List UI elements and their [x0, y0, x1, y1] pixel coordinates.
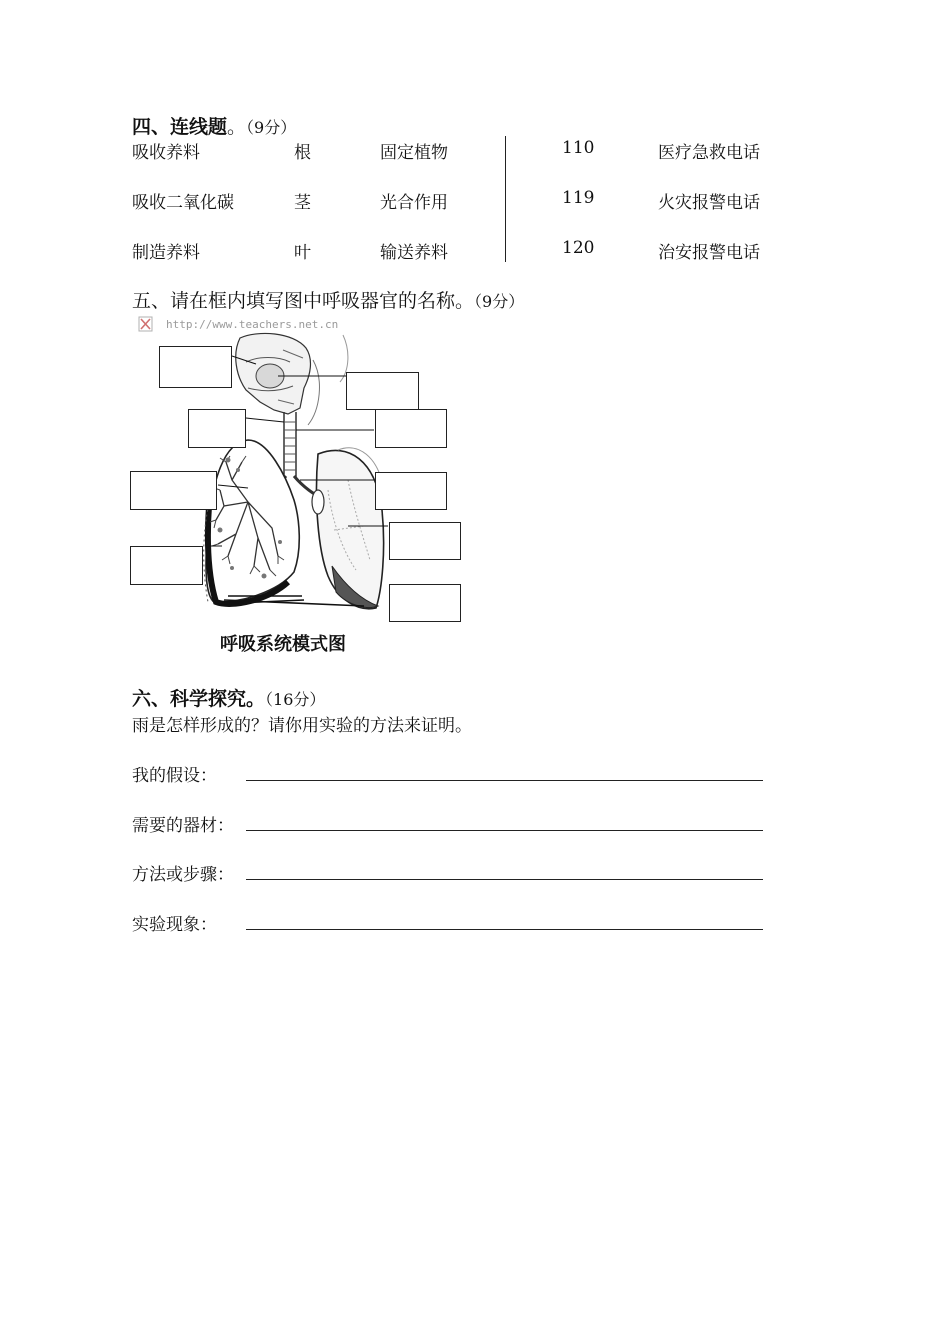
match-col1-item: 制造养料	[132, 243, 200, 263]
match-col2-item: 茎	[294, 193, 311, 213]
answer-line-steps[interactable]	[246, 879, 763, 880]
section-6-points: （16分）	[265, 690, 326, 709]
match-col3-item: 输送养料	[380, 243, 448, 263]
match-divider	[505, 136, 506, 262]
watermark-url: http://www.teachers.net.cn	[166, 318, 339, 331]
match-col5-item: 治安报警电话	[658, 243, 760, 263]
answer-line-observation[interactable]	[246, 929, 763, 930]
section-4-heading	[132, 112, 296, 139]
answer-box-4[interactable]	[375, 409, 447, 448]
match-col2-item: 叶	[294, 243, 311, 263]
match-col1-item: 吸收二氧化碳	[132, 193, 234, 213]
section-6-title: 六、科学探究。	[132, 688, 266, 710]
answer-box-3[interactable]	[188, 409, 246, 448]
section-6-heading	[132, 684, 325, 711]
match-col5-item: 火灾报警电话	[658, 193, 760, 213]
section-6-prompt: 雨是怎样形成的？请你用实验的方法来证明。	[132, 716, 472, 736]
answer-box-8[interactable]	[130, 546, 203, 585]
answer-line-hypothesis[interactable]	[246, 780, 763, 781]
match-col4-item: 110	[562, 138, 595, 158]
match-col2-item: 根	[294, 143, 311, 163]
match-col5-item: 医疗急救电话	[658, 143, 760, 163]
match-col4-item: 120	[562, 238, 595, 258]
answer-line-materials[interactable]	[246, 830, 763, 831]
match-col3-item: 固定植物	[380, 143, 448, 163]
section-5-heading	[132, 286, 524, 313]
diagram-caption: 呼吸系统模式图	[220, 634, 346, 655]
answer-box-7[interactable]	[389, 522, 461, 560]
section-4-title: 四、连线题	[132, 116, 228, 138]
section-4-points: （9分）	[246, 118, 297, 137]
answer-box-9[interactable]	[389, 584, 461, 622]
field-label-steps: 方法或步骤：	[132, 865, 234, 885]
section-5-title: 五、请在框内填写图中呼吸器官的名称。	[132, 290, 475, 312]
field-label-hypothesis: 我的假设：	[132, 766, 217, 786]
answer-box-2[interactable]	[346, 372, 419, 410]
field-label-materials: 需要的器材：	[132, 816, 234, 836]
match-col1-item: 吸收养料	[132, 143, 200, 163]
section-5-points: （9分）	[474, 292, 525, 311]
answer-box-5[interactable]	[130, 471, 217, 510]
answer-box-1[interactable]	[159, 346, 232, 388]
match-col3-item: 光合作用	[380, 193, 448, 213]
field-label-observation: 实验现象：	[132, 915, 217, 935]
match-col4-item: 119	[562, 188, 595, 208]
answer-box-6[interactable]	[375, 472, 447, 510]
section-4-dot: 。	[227, 116, 247, 138]
